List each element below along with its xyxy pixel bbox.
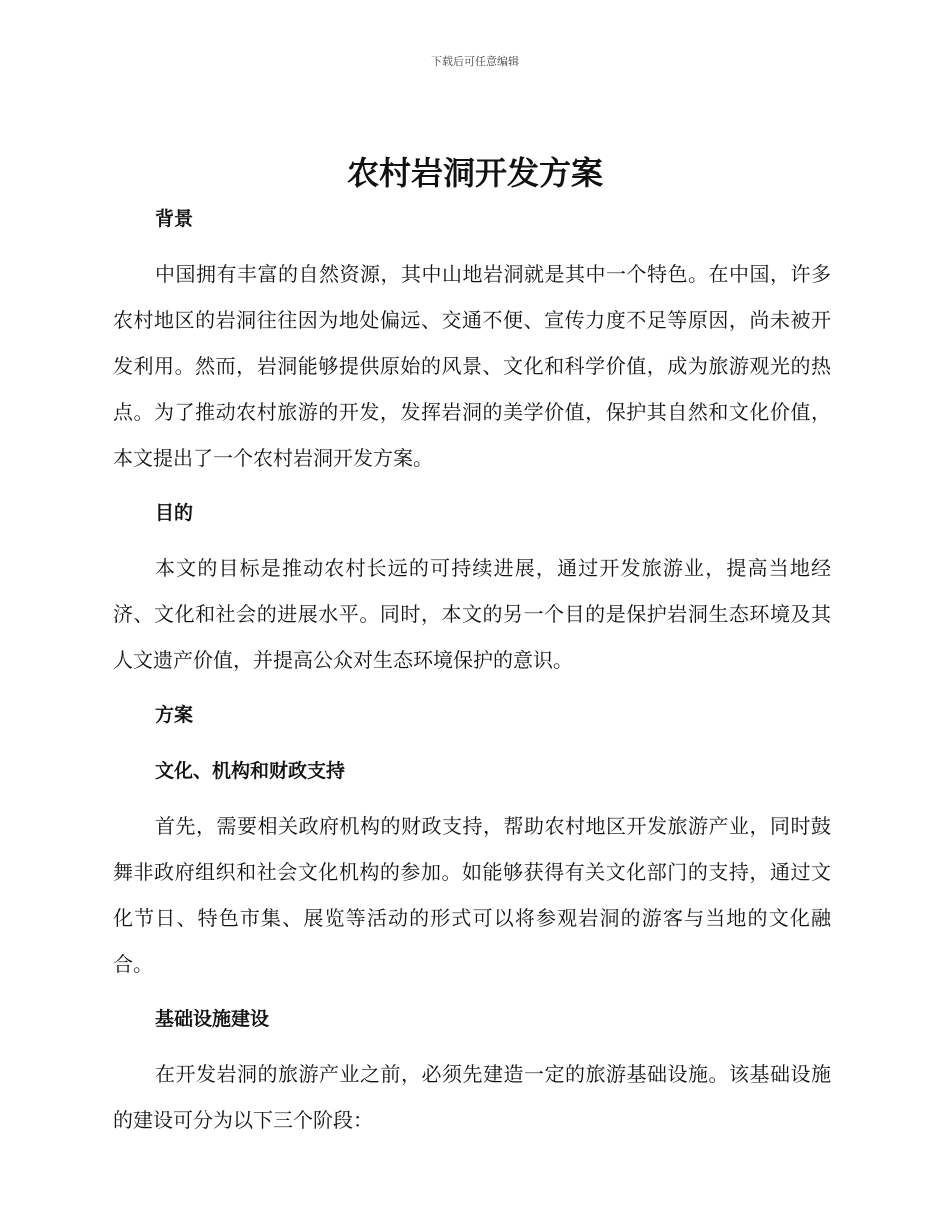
section-heading-plan: 方案 xyxy=(155,704,194,726)
section-heading-background: 背景 xyxy=(155,208,194,230)
section-heading-purpose: 目的 xyxy=(155,502,194,524)
paragraph-purpose: 本文的目标是推动农村长远的可持续进展，通过开发旅游业，提高当地经济、文化和社会的进展水平。同时，本文的另一个目的是保护岩洞生态环境及其人文遗产价值，并提高公众对生态环境保护的意识。 xyxy=(113,556,831,672)
paragraph-infrastructure: 在开发岩洞的旅游产业之前，必须先建造一定的旅游基础设施。该基础设施的建设可分为以下三个阶段： xyxy=(113,1062,831,1132)
document-body xyxy=(113,195,831,1143)
paragraph-support: 首先，需要相关政府机构的财政支持，帮助农村地区开发旅游产业，同时鼓舞非政府组织和社会文化机构的参加。如能够获得有关文化部门的支持，通过文化节日、特色市集、展览等活动的形式可以将参观岩洞的游客与当地的文化融合。 xyxy=(113,814,831,976)
document-title: 农村岩洞开发方案 xyxy=(346,154,603,192)
paragraph-background: 中国拥有丰富的自然资源，其中山地岩洞就是其中一个特色。在中国，许多农村地区的岩洞往往因为地处偏远、交通不便、宣传力度不足等原因，尚未被开发利用。然而，岩洞能够提供原始的风景、文化和科学价值，成为旅游观光的热点。为了推动农村旅游的开发，发挥岩洞的美学价值，保护其自然和文化价值，本文提出了一个农村岩洞开发方案。 xyxy=(113,262,831,470)
subsection-heading-support: 文化、机构和财政支持 xyxy=(155,760,346,782)
header-note: 下载后可任意编辑 xyxy=(431,55,519,68)
subsection-heading-infrastructure: 基础设施建设 xyxy=(155,1008,270,1030)
